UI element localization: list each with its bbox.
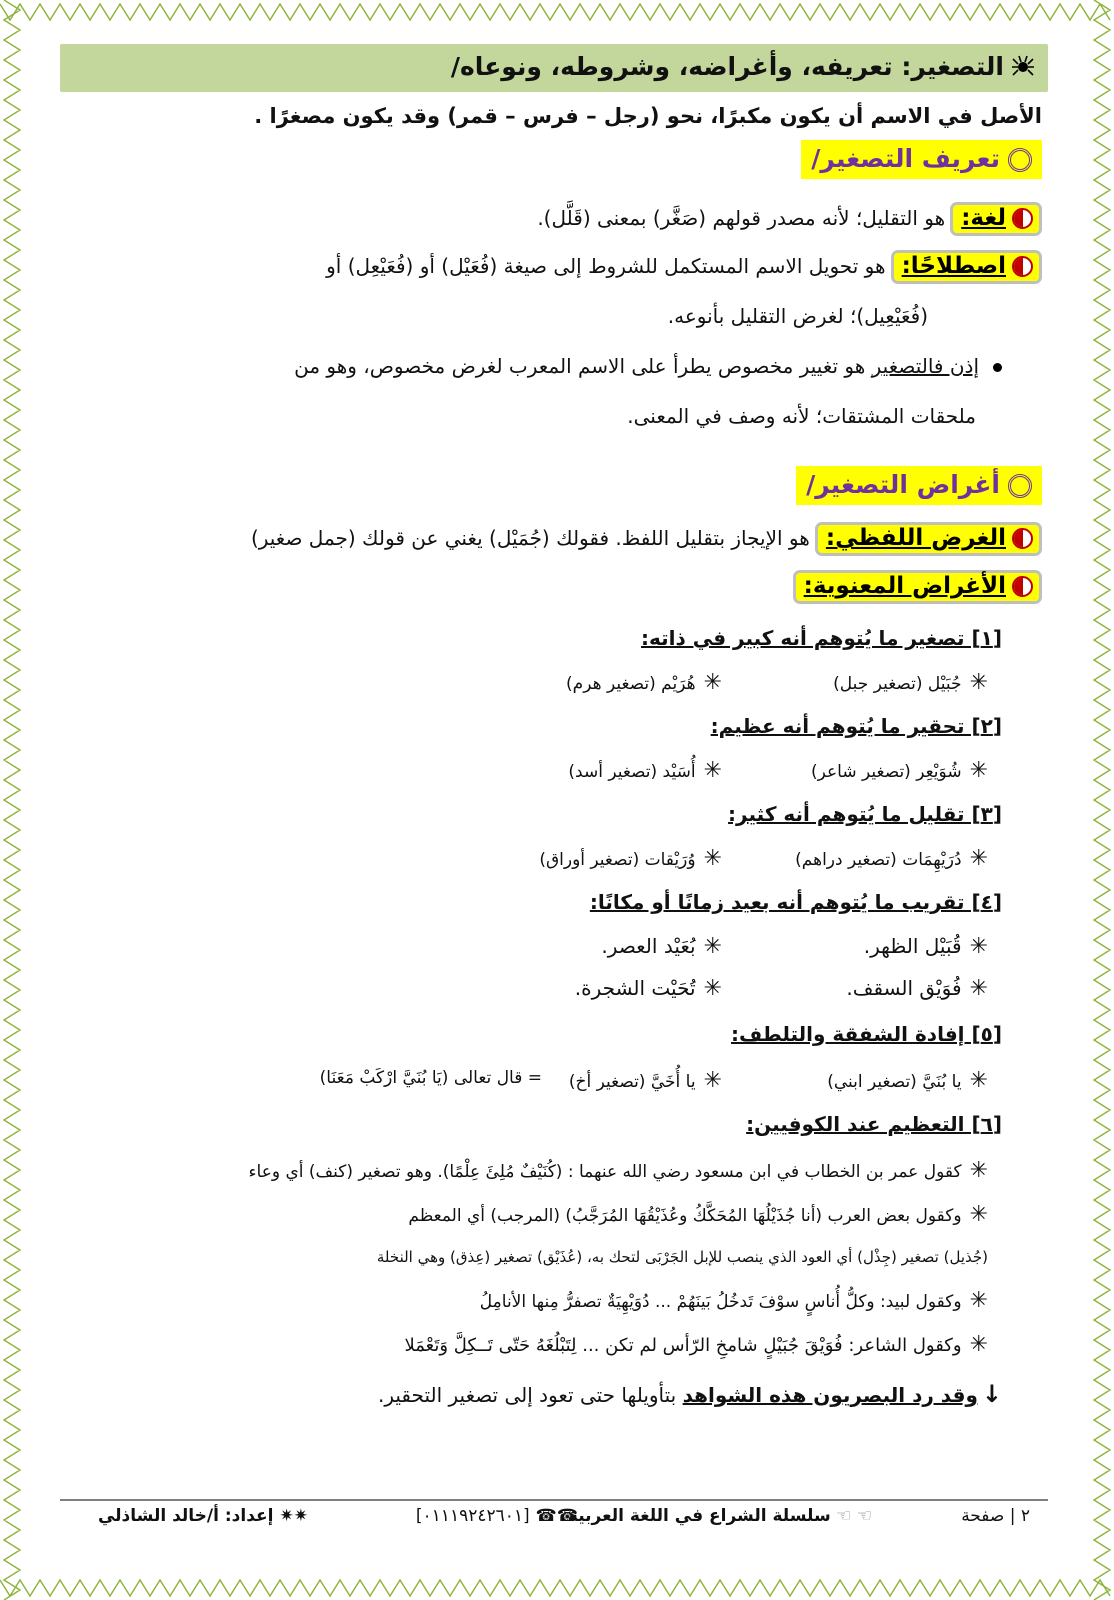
footer-page: ٢ | صفحة bbox=[961, 1506, 1030, 1526]
arrow-down-icon: ↓ bbox=[981, 1380, 1002, 1408]
purpose-3-example-a: ✳دُرَيْهِمَات (تصغير دراهم) bbox=[795, 846, 988, 871]
term-text-2: (فُعَيْعِيل)؛ لغرض التقليل بأنوعه. bbox=[667, 304, 928, 328]
purpose-2-example-a: ✳شُوَيْعِر (تصغير شاعر) bbox=[811, 758, 988, 783]
semantic-label: الأغراض المعنوية: bbox=[793, 570, 1042, 604]
purpose-3-title: [٣] تقليل ما يُتوهم أنه كثير: bbox=[728, 802, 1002, 826]
intro-line: الأصل في الاسم أن يكون مكبرًا، نحو (رجل – فرس – قمر) وقد يكون مصغرًا . bbox=[254, 104, 1042, 128]
kufi-line-3: (جُذيل) تصغير (جِذْل) أي العود الذي ينصب للإبل الجَرْبَى لتحك به، (عُذَيْق) تصغير (عِذق) وهي النخلة bbox=[376, 1248, 988, 1266]
rebuttal-text: بتأويلها حتى تعود إلى تصغير التحقير. bbox=[378, 1383, 677, 1407]
kufi-line-5: ✳وكقول الشاعر: فُوَيْقَ جُبَيْلٍ شامخِ الرّأس لم تكن ... لِتَبْلُغَهُ حَتّى تَــكِلَّ وَتَعْمَلا bbox=[404, 1332, 988, 1357]
purpose-1-example-a: ✳جُبَيْل (تصغير جبل) bbox=[833, 670, 988, 695]
purpose-4-example-d: ✳تُحَيْت الشجرة. bbox=[574, 976, 722, 1001]
yin-yang-icon bbox=[1012, 208, 1033, 229]
note-lead: إذن فالتصغير bbox=[871, 354, 979, 378]
flower-icon bbox=[1008, 148, 1032, 172]
star-icon: ✷✷ bbox=[279, 1506, 308, 1526]
footer-author: ✷✷إعداد: أ/خالد الشاذلي bbox=[97, 1506, 308, 1526]
purpose-5-example-c: = قال تعالى (يَا بُنَيَّ ارْكَبْ مَعَنَا) bbox=[319, 1068, 542, 1088]
zigzag-border-left bbox=[0, 0, 24, 1600]
definition-lang-row bbox=[537, 202, 1042, 236]
yin-yang-icon bbox=[1012, 528, 1033, 549]
zigzag-border-right bbox=[1090, 0, 1114, 1600]
verbal-purpose-row bbox=[251, 522, 1042, 556]
zigzag-border-bottom bbox=[0, 1576, 1114, 1600]
purpose-1-title: [١] تصغير ما يُتوهم أنه كبير في ذاته: bbox=[641, 626, 1002, 650]
title-band bbox=[60, 44, 1048, 92]
lang-text: هو التقليل؛ لأنه مصدر قولهم (صَغَّر) بمعنى (قَلَّل). bbox=[537, 206, 946, 230]
semantic-purpose-row bbox=[793, 570, 1042, 604]
kufi-line-2: ✳وكقول بعض العرب (أنا جُذَيْلُهَا المُحَكَّكُ وعُذَيْقُهَا المُرَجَّبُ) (المرجب) أي المعظم bbox=[408, 1202, 988, 1227]
kufi-line-4: ✳وكقول لبيد: وكلُّ أُناسٍ سوْفَ تَدخُلُ بَينَهُمْ ... دُوَيْهِيَةٌ تصفرُّ مِنها الأنامِلُ bbox=[479, 1288, 988, 1313]
purpose-4-example-b: ✳بُعَيْد العصر. bbox=[601, 934, 722, 959]
purpose-2-example-b: ✳أُسَيْد (تصغير أسد) bbox=[568, 758, 722, 783]
purpose-1-example-b: ✳هُرَيْم (تصغير هرم) bbox=[566, 670, 722, 695]
phone-icon: ☎☎ bbox=[535, 1506, 578, 1526]
purpose-3-example-b: ✳وُرَيْقات (تصغير أوراق) bbox=[539, 846, 722, 871]
purpose-6-title: [٦] التعظيم عند الكوفيين: bbox=[746, 1112, 1002, 1136]
purpose-4-example-a: ✳قُبَيْل الظهر. bbox=[863, 934, 988, 959]
term-text-1: هو تحويل الاسم المستكمل للشروط إلى صيغة (فُعَيْل) أو (فُعَيْعِل) أو bbox=[326, 254, 886, 278]
flower-icon bbox=[1008, 474, 1032, 498]
yin-yang-icon bbox=[1012, 576, 1033, 597]
purpose-4-title: [٤] تقريب ما يُتوهم أنه بعيد زمانًا أو مكانًا: bbox=[589, 890, 1002, 914]
note-text-1: هو تغيير مخصوص يطرأ على الاسم المعرب لغرض مخصوص، وهو من bbox=[294, 354, 866, 378]
footer-divider bbox=[60, 1499, 1048, 1501]
verbal-text: هو الإيجاز بتقليل اللفظ. فقولك (جُمَيْل) يغني عن قولك (جمل صغير) bbox=[250, 526, 810, 550]
footer-series: ☜ ☜ سلسلة الشراع في اللغة العربية bbox=[567, 1506, 872, 1526]
hand-icon: ☜ ☜ bbox=[836, 1506, 872, 1526]
kufi-line-1: ✳كقول عمر بن الخطاب في ابن مسعود رضي الله عنهما : (كُنَيْفٌ مُلِئَ عِلْمًا). وهو تصغير (كنف) أي وعاء bbox=[248, 1158, 988, 1183]
definition-term-row bbox=[326, 250, 1042, 284]
note-row-1 bbox=[294, 354, 1002, 378]
term-label: اصطلاحًا: bbox=[891, 250, 1042, 284]
lang-label: لغة: bbox=[950, 202, 1042, 236]
yin-yang-icon bbox=[1012, 256, 1033, 277]
purpose-5-title: [٥] إفادة الشفقة والتلطف: bbox=[731, 1022, 1002, 1046]
rebuttal-lead: وقد رد البصريون هذه الشواهد bbox=[682, 1383, 978, 1407]
purpose-5-example-a: ✳يا بُنَيَّ (تصغير ابني) bbox=[827, 1068, 988, 1093]
zigzag-border-top bbox=[0, 0, 1114, 24]
purpose-5-example-b: ✳يا أُخَيَّ (تصغير أخ) bbox=[568, 1068, 722, 1093]
verbal-label: الغرض اللفظي: bbox=[815, 522, 1042, 556]
footer-phone: ☎☎[٠١١١٩٢٤٢٦٠١] bbox=[415, 1506, 578, 1526]
document-page bbox=[60, 44, 1048, 1554]
purposes-heading: أغراض التصغير/ bbox=[796, 470, 1042, 499]
bullet bbox=[993, 363, 1002, 372]
purpose-4-example-c: ✳فُوَيْق السقف. bbox=[846, 976, 988, 1001]
page-title: التصغير: تعريفه، وأغراضه، وشروطه، ونوعاه/ bbox=[450, 52, 1004, 81]
purpose-2-title: [٢] تحقير ما يُتوهم أنه عظيم: bbox=[710, 714, 1002, 738]
rebuttal-row bbox=[378, 1380, 1002, 1408]
note-text-2: ملحقات المشتقات؛ لأنه وصف في المعنى. bbox=[627, 404, 976, 428]
definition-heading: تعريف التصغير/ bbox=[801, 144, 1042, 173]
spider-icon bbox=[1010, 54, 1036, 80]
